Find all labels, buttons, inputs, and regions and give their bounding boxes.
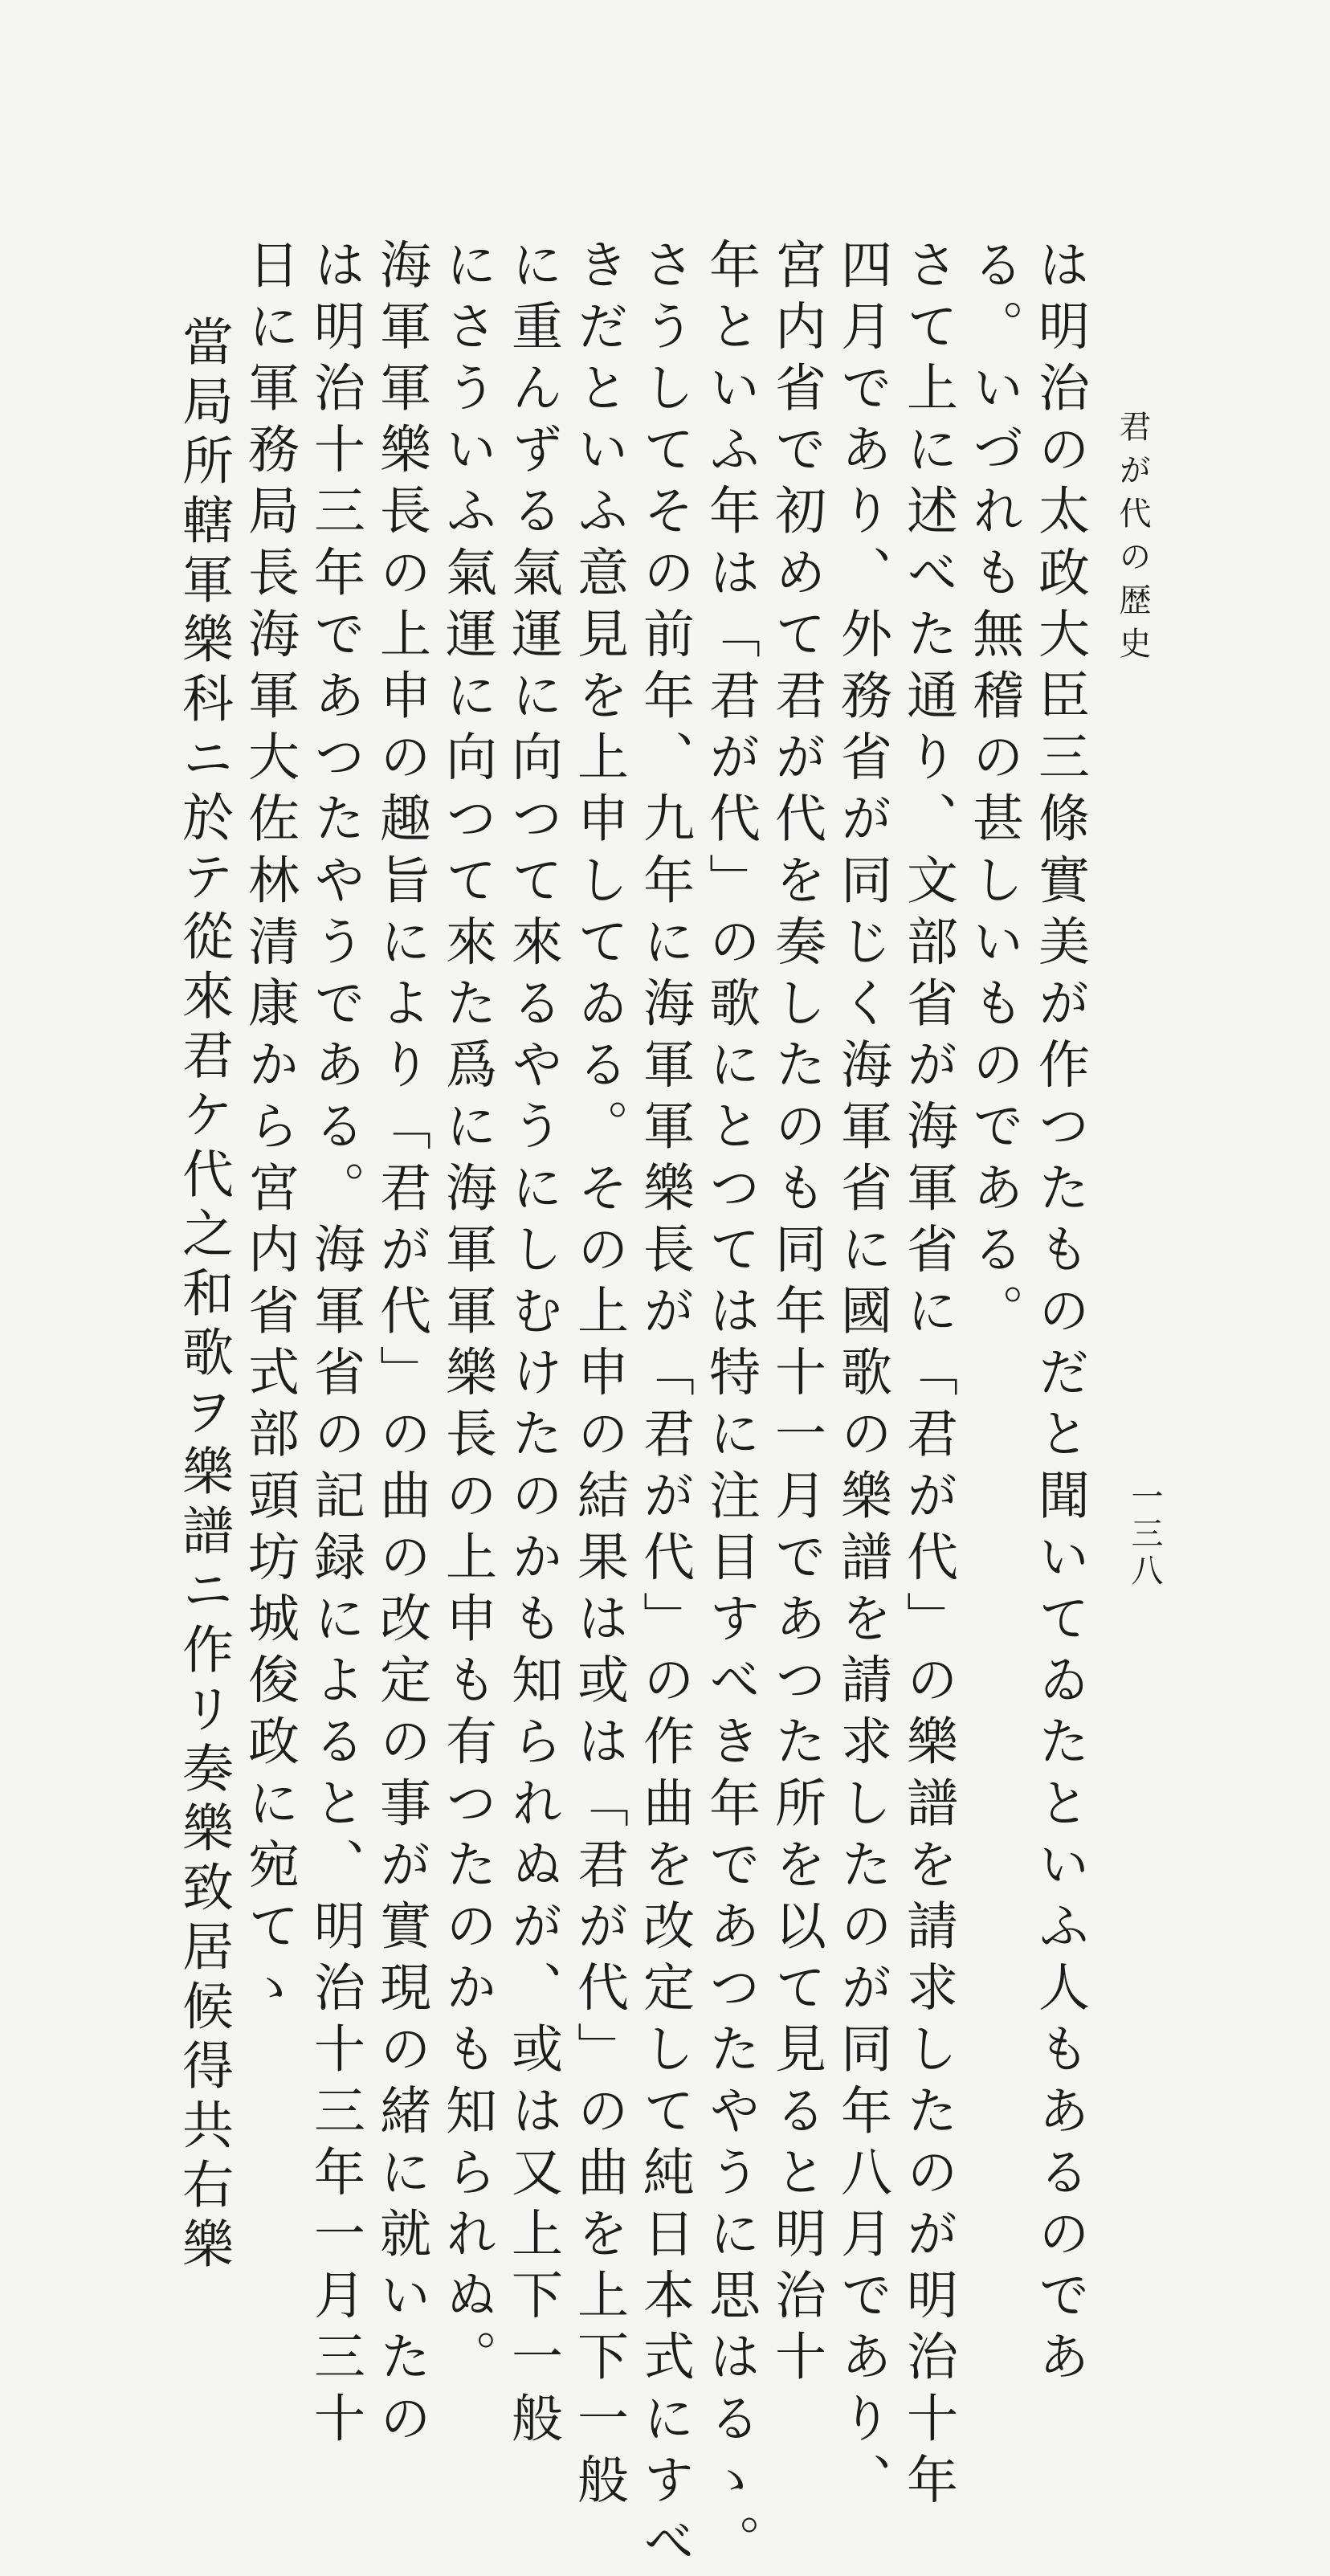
text-column-9: に重んずる氣運に向つて來るやうにしむけたのかも知られぬが、或は又上下一般 xyxy=(503,238,562,2453)
text-column-12: は明治十三年であつたやうである。海軍省の記録によると、明治十三年一月三十 xyxy=(305,238,365,2453)
text-column-1: は明治の太政大臣三條實美が作つたものだと聞いてゐたといふ人もあるのであ xyxy=(1030,238,1089,2391)
text-column-2: る。いづれも無稽の甚しいものである。 xyxy=(964,238,1023,1345)
text-column-5: 宮内省で初めて君が代を奏したのも同年十一月であつた所を以て見ると明治十 xyxy=(766,238,826,2391)
text-column-11: 海軍軍樂長の上申の趣旨により「君が代」の曲の改定の事が實現の緒に就いたの xyxy=(371,238,430,2453)
text-column-3: さて上に述べた通り、文部省が海軍省に「君が代」の樂譜を請求したのが明治十年 xyxy=(898,238,957,2515)
running-head: 君が代の歴史 xyxy=(1114,410,1151,670)
text-column-6: 年といふ年は「君が代」の歌にとつては特に注目すべき年であつたやうに思はるゝ。 xyxy=(700,238,760,2576)
text-column-4: 四月であり、外務省が同じく海軍省に國歌の樂譜を請求したのが同年八月であり、 xyxy=(832,238,891,2515)
text-column-13: 日に軍務局長海軍大佐林清康から宮内省式部頭坊城俊政に宛てゝ xyxy=(239,238,299,2023)
quoted-document-column: 當局所轄軍樂科ニ於テ從來君ケ代之和歌ヲ樂譜ニ作リ奏樂致居候得共右樂 xyxy=(173,315,233,2276)
text-column-7: さうしてその前年、九年に海軍軍樂長が「君が代」の作曲を改定して純日本式にすべ xyxy=(634,238,694,2576)
text-column-10: にさういふ氣運に向つて來た爲に海軍軍樂長の上申も有つたのかも知られぬ。 xyxy=(437,238,496,2391)
text-column-8: きだといふ意見を上申してゐる。その上申の結果は或は「君が代」の曲を上下一般 xyxy=(569,238,628,2515)
page-number: 一三八 xyxy=(1126,1480,1163,1590)
body-text xyxy=(161,238,1092,2576)
